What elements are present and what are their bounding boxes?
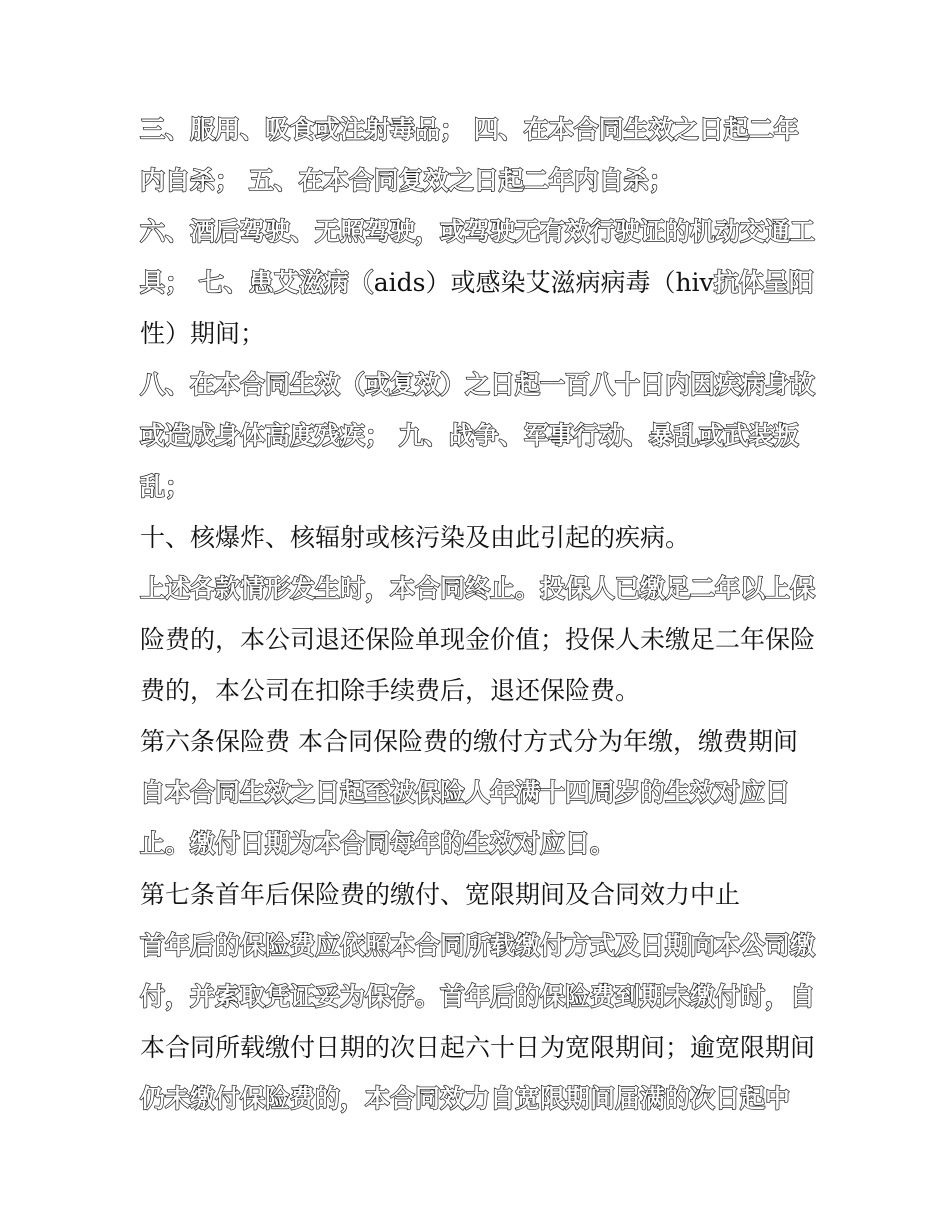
text-line <box>140 1033 820 1063</box>
text-segment: 上述各款情形发生时，本合同终止。投保人已缴足二年以上保 <box>140 574 816 603</box>
text-line <box>140 115 820 145</box>
text-line <box>140 268 820 298</box>
text-line <box>140 421 820 451</box>
text-line <box>140 676 820 706</box>
text-line <box>140 523 820 553</box>
text-segment: 乱； <box>140 472 191 501</box>
text-segment: 抗体呈阳 <box>713 268 814 297</box>
text-segment: 八、在本合同生效（或复效）之日起一百八十日内因疾病身故 <box>140 370 816 399</box>
text-line <box>140 880 820 910</box>
text-segment: 内自杀； 五、在本合同复效之日起二年内自杀； <box>140 166 674 195</box>
text-line <box>140 472 820 502</box>
text-segment: 第六条保险费 本合同保险费的缴付方式分为年缴，缴费期间 <box>140 727 798 756</box>
text-segment: 性）期间； <box>140 319 266 348</box>
text-line <box>140 727 820 757</box>
text-segment: 付，并索取凭证妥为保存。首年后的保险费到期未缴付时，自 <box>140 982 816 1011</box>
text-line <box>140 931 820 961</box>
text-segment: 仍未缴付保险费的，本合同效力自宽限期间届满的次日起中 <box>140 1084 791 1113</box>
text-segment: 三、服用、吸食或注射毒品； 四、在本合同生效之日起二年 <box>140 115 799 144</box>
text-line <box>140 829 820 859</box>
text-line <box>140 319 820 349</box>
text-segment: 首年后的保险费应依照本合同所载缴付方式及日期向本公司缴 <box>140 931 816 960</box>
text-line <box>140 982 820 1012</box>
text-segment: 费的，本公司在扣除手续费后，退还保险费。 <box>140 676 641 705</box>
text-line <box>140 625 820 655</box>
text-line <box>140 574 820 604</box>
text-segment: aids）或感染艾滋病病毒（hiv <box>373 268 714 297</box>
text-segment: 本合同所载缴付日期的次日起六十日为宽限期间；逾宽限期间 <box>140 1033 816 1062</box>
text-line <box>140 370 820 400</box>
text-segment: 具； 七、患艾滋病（ <box>140 268 374 297</box>
text-line <box>140 778 820 808</box>
text-segment: 第七条首年后保险费的缴付、宽限期间及合同效力中止 <box>140 880 741 909</box>
text-segment: 或造成身体高度残疾； 九、战争、军事行动、暴乱或武装叛 <box>140 421 799 450</box>
text-segment: 六、酒后驾驶、无照驾驶，或驾驶无有效行驶证的机动交通工 <box>140 217 816 246</box>
text-line <box>140 1084 820 1114</box>
text-segment: 自本合同生效之日起至被保险人年满十四周岁的生效对应日 <box>140 778 791 807</box>
text-line <box>140 217 820 247</box>
text-segment: 止。缴付日期为本合同每年的生效对应日。 <box>140 829 616 858</box>
text-segment: 险费的，本公司退还保险单现金价值；投保人未缴足二年保险 <box>140 625 816 654</box>
text-segment: 十、核爆炸、核辐射或核污染及由此引起的疾病。 <box>140 523 691 552</box>
text-line <box>140 166 820 196</box>
